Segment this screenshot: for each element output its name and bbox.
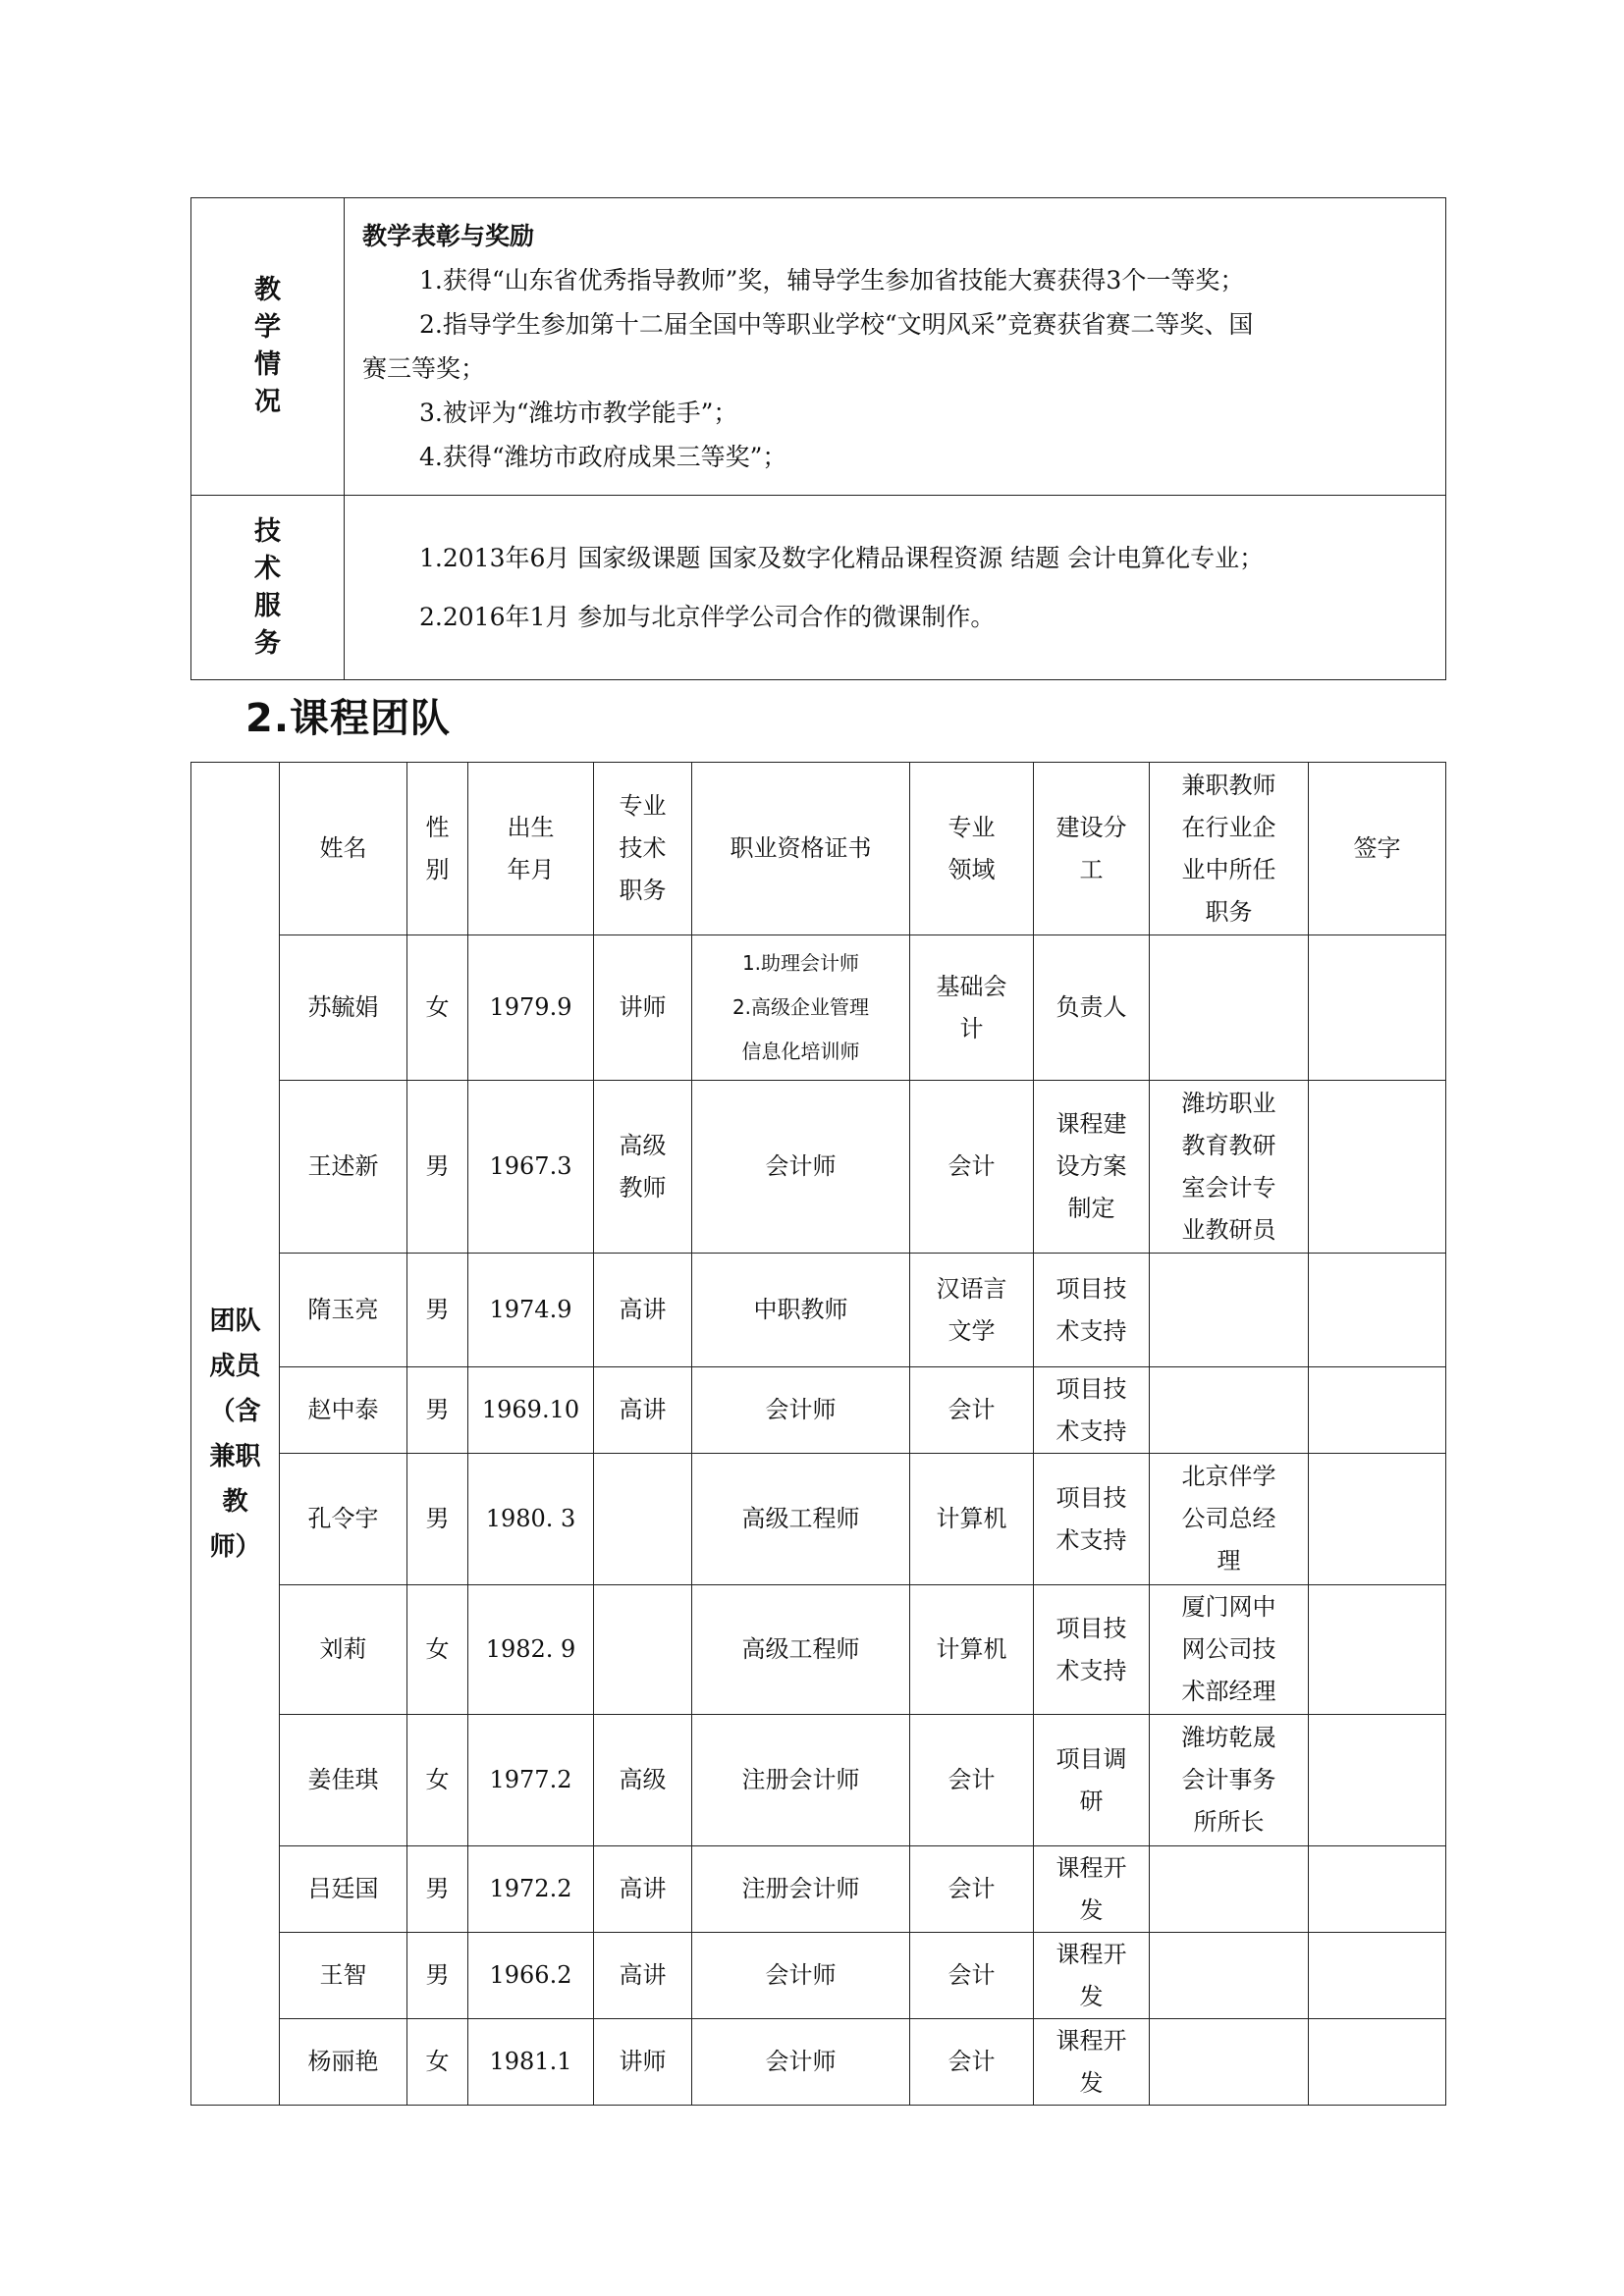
cell-sign [1309, 1933, 1446, 2019]
cell-birth: 1974.9 [468, 1254, 594, 1367]
tech-service-content [345, 496, 1446, 680]
cell-gender: 男 [407, 1933, 468, 2019]
cell-cert: 中职教师 [692, 1254, 910, 1367]
cell-title: 高讲 [594, 1933, 692, 2019]
cell-parttime [1150, 1254, 1309, 1367]
table-row [191, 1367, 1446, 1454]
cell-sign [1309, 1367, 1446, 1454]
cell-gender: 女 [407, 1715, 468, 1846]
cell-cert: 会计师 [692, 1367, 910, 1454]
cell-title: 高讲 [594, 1254, 692, 1367]
cell-sign [1309, 935, 1446, 1081]
cell-title: 高讲 [594, 1367, 692, 1454]
header-role: 建设分 工 [1034, 763, 1150, 935]
table-row [191, 1454, 1446, 1585]
cell-cert: 注册会计师 [692, 1846, 910, 1933]
cell-role: 项目调 研 [1034, 1715, 1150, 1846]
cell-parttime [1150, 1846, 1309, 1933]
header-birth: 出生 年月 [468, 763, 594, 935]
cell-gender: 男 [407, 1367, 468, 1454]
table-row [191, 1715, 1446, 1846]
teaching-content [345, 198, 1446, 496]
cell-name: 隋玉亮 [280, 1254, 407, 1367]
cell-gender: 女 [407, 1585, 468, 1715]
cell-title: 讲师 [594, 935, 692, 1081]
cell-name: 姜佳琪 [280, 1715, 407, 1846]
teaching-item: 1.获得“山东省优秀指导教师”奖，辅导学生参加省技能大赛获得3个一等奖； [419, 266, 1245, 294]
cell-gender: 女 [407, 2019, 468, 2106]
teaching-heading: 教学表彰与奖励 [362, 222, 535, 250]
cell-field: 会计 [910, 1081, 1034, 1254]
table-row [191, 2019, 1446, 2106]
cell-sign [1309, 1585, 1446, 1715]
cell-field: 会计 [910, 2019, 1034, 2106]
cell-name: 吕廷国 [280, 1846, 407, 1933]
cell-role: 负责人 [1034, 935, 1150, 1081]
cell-role: 课程开 发 [1034, 1846, 1150, 1933]
cell-birth: 1966.2 [468, 1933, 594, 2019]
tech-service-label: 技 术 服 务 [191, 496, 345, 680]
team-label: 团队 成员 （含 兼职 教 师） [191, 763, 280, 2106]
cell-gender: 男 [407, 1254, 468, 1367]
cell-role: 项目技 术支持 [1034, 1254, 1150, 1367]
cell-sign [1309, 1715, 1446, 1846]
cell-name: 刘莉 [280, 1585, 407, 1715]
tech-service-item: 2.2016年1月 参加与北京伴学公司合作的微课制作。 [419, 602, 996, 631]
cell-role: 课程开 发 [1034, 2019, 1150, 2106]
header-sign: 签字 [1309, 763, 1446, 935]
cell-birth: 1972.2 [468, 1846, 594, 1933]
cell-title: 高级 教师 [594, 1081, 692, 1254]
table-row [191, 1846, 1446, 1933]
section-title: 2.课程团队 [245, 696, 452, 741]
teaching-item: 3.被评为“潍坊市教学能手”； [419, 399, 738, 427]
cell-name: 杨丽艳 [280, 2019, 407, 2106]
cell-cert: 1.助理会计师 2.高级企业管理 信息化培训师 [692, 935, 910, 1081]
cell-sign [1309, 1846, 1446, 1933]
cell-role: 课程建 设方案 制定 [1034, 1081, 1150, 1254]
cell-title: 讲师 [594, 2019, 692, 2106]
cell-parttime [1150, 2019, 1309, 2106]
header-title: 专业 技术 职务 [594, 763, 692, 935]
cell-role: 课程开 发 [1034, 1933, 1150, 2019]
cell-gender: 男 [407, 1846, 468, 1933]
cell-parttime [1150, 1367, 1309, 1454]
cell-role: 项目技 术支持 [1034, 1367, 1150, 1454]
tech-service-row [191, 496, 1446, 680]
cell-birth: 1969.10 [468, 1367, 594, 1454]
cell-birth: 1967.3 [468, 1081, 594, 1254]
cell-name: 赵中泰 [280, 1367, 407, 1454]
cell-birth: 1982. 9 [468, 1585, 594, 1715]
cell-field: 会计 [910, 1367, 1034, 1454]
cell-title: 高讲 [594, 1846, 692, 1933]
cell-cert: 会计师 [692, 1081, 910, 1254]
cell-birth: 1981.1 [468, 2019, 594, 2106]
cell-field: 会计 [910, 1933, 1034, 2019]
table-row [191, 1933, 1446, 2019]
cell-birth: 1979.9 [468, 935, 594, 1081]
cell-field: 计算机 [910, 1585, 1034, 1715]
cell-parttime: 潍坊职业 教育教研 室会计专 业教研员 [1150, 1081, 1309, 1254]
cell-title [594, 1585, 692, 1715]
cell-cert: 注册会计师 [692, 1715, 910, 1846]
cell-field: 计算机 [910, 1454, 1034, 1585]
header-parttime: 兼职教师 在行业企 业中所任 职务 [1150, 763, 1309, 935]
cell-name: 孔令宇 [280, 1454, 407, 1585]
cell-cert: 高级工程师 [692, 1585, 910, 1715]
cell-gender: 男 [407, 1454, 468, 1585]
cell-role: 项目技 术支持 [1034, 1585, 1150, 1715]
cell-name: 王智 [280, 1933, 407, 2019]
header-name: 姓名 [280, 763, 407, 935]
cell-title: 高级 [594, 1715, 692, 1846]
header-field: 专业 领域 [910, 763, 1034, 935]
cell-name: 王述新 [280, 1081, 407, 1254]
teaching-label: 教 学 情 况 [191, 198, 345, 496]
cell-sign [1309, 1454, 1446, 1585]
cell-parttime: 厦门网中 网公司技 术部经理 [1150, 1585, 1309, 1715]
cell-parttime: 北京伴学 公司总经 理 [1150, 1454, 1309, 1585]
header-cert: 职业资格证书 [692, 763, 910, 935]
teaching-item: 4.获得“潍坊市政府成果三等奖”； [419, 443, 787, 471]
cell-title [594, 1454, 692, 1585]
cell-name: 苏毓娟 [280, 935, 407, 1081]
table-row [191, 935, 1446, 1081]
cell-cert: 会计师 [692, 2019, 910, 2106]
cell-parttime [1150, 935, 1309, 1081]
cell-cert: 高级工程师 [692, 1454, 910, 1585]
cell-sign [1309, 1254, 1446, 1367]
cell-gender: 女 [407, 935, 468, 1081]
cell-cert: 会计师 [692, 1933, 910, 2019]
cell-gender: 男 [407, 1081, 468, 1254]
team-table [190, 762, 1446, 2106]
cell-birth: 1977.2 [468, 1715, 594, 1846]
cell-sign [1309, 1081, 1446, 1254]
cell-parttime [1150, 1933, 1309, 2019]
teaching-row [191, 198, 1446, 496]
team-header-row [191, 763, 1446, 935]
teaching-table [190, 197, 1446, 680]
cell-field: 会计 [910, 1715, 1034, 1846]
cell-role: 项目技 术支持 [1034, 1454, 1150, 1585]
table-row [191, 1585, 1446, 1715]
header-gender: 性 别 [407, 763, 468, 935]
cell-birth: 1980. 3 [468, 1454, 594, 1585]
cell-field: 汉语言 文学 [910, 1254, 1034, 1367]
cell-parttime: 潍坊乾晟 会计事务 所所长 [1150, 1715, 1309, 1846]
table-row [191, 1254, 1446, 1367]
cell-field: 基础会 计 [910, 935, 1034, 1081]
table-row [191, 1081, 1446, 1254]
teaching-item-cont: 赛三等奖； [362, 354, 486, 383]
cell-field: 会计 [910, 1846, 1034, 1933]
teaching-item: 2.指导学生参加第十二届全国中等职业学校“文明风采”竞赛获省赛二等奖、国 [419, 310, 1254, 339]
tech-service-item: 1.2013年6月 国家级课题 国家及数字化精品课程资源 结题 会计电算化专业； [419, 543, 1265, 572]
cell-sign [1309, 2019, 1446, 2106]
